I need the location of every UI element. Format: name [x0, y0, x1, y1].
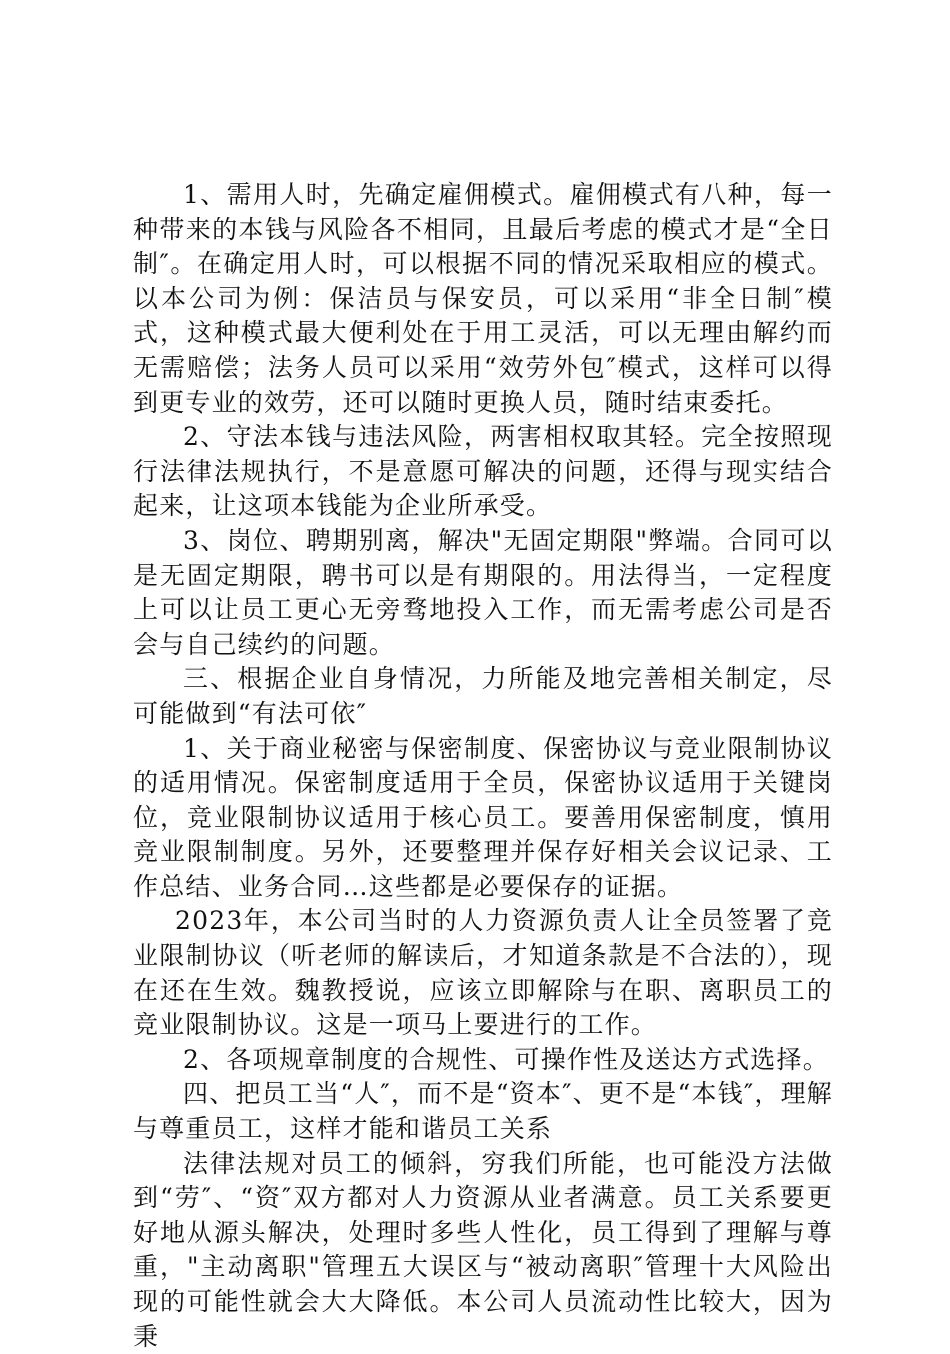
document-body	[133, 178, 833, 1354]
paragraph-position-term: 3、岗位、聘期别离，解决"无固定期限"弊端。合同可以是无固定期限，聘书可以是有期限的。用法得当，一定程度上可以让员工更心无旁骛地投入工作，而无需考虑公司是否会与自己续约的问题。	[133, 525, 833, 659]
paragraph-non-compete-2023: 2023年，本公司当时的人力资源负责人让全员签署了竞业限制协议（听老师的解读后，才知道条款是不合法的），现在还在生效。魏教授说，应该立即解除与在职、离职员工的竞业限制协议。这是一项马上要进行的工作。	[133, 906, 833, 1040]
paragraph-rules-compliance: 2、各项规章制度的合规性、可操作性及送达方式选择。	[183, 1044, 829, 1074]
paragraph-hiring-modes: 1、需用人时，先确定雇佣模式。雇佣模式有八种，每一种带来的本钱与风险各不相同，且最后考虑的模式才是“全日制″。在确定用人时，可以根据不同的情况采取相应的模式。以本公司为例：保洁员与保安员，可以采用“非全日制″模式，这种模式最大便利处在于用工灵活，可以无理由解约而无需赔偿；法务人员可以采用“效劳外包″模式，这样可以得到更专业的效劳，还可以随时更换人员，随时结束委托。	[133, 180, 833, 417]
paragraph-employee-relations: 法律法规对员工的倾斜，穷我们所能，也可能没方法做到“劳″、“资″双方都对人力资源从业者满意。员工关系要更好地从源头解决，处理时多些人性化，员工得到了理解与尊重，"主动离职"管理五大误区与“被动离职″管理十大风险出现的可能性就会大大降低。本公司人员流动性比较大，因为秉	[133, 1148, 833, 1351]
section-heading-four: 四、把员工当“人″，而不是“资本″、更不是“本钱″，理解与尊重员工，这样才能和谐员工关系	[133, 1079, 833, 1144]
section-heading-three: 三、根据企业自身情况，力所能及地完善相关制定，尽可能做到“有法可依″	[133, 664, 833, 728]
paragraph-confidentiality: 1、关于商业秘密与保密制度、保密协议与竞业限制协议的适用情况。保密制度适用于全员，保密协议适用于关键岗位，竞业限制协议适用于核心员工。要善用保密制度，慎用竞业限制制度。另外，还要整理并保存好相关会议记录、工作总结、业务合同…这些都是必要保存的证据。	[133, 733, 833, 901]
paragraph-compliance-cost: 2、守法本钱与违法风险，两害相权取其轻。完全按照现行法律法规执行，不是意愿可解决的问题，还得与现实结合起来，让这项本钱能为企业所承受。	[133, 422, 833, 521]
